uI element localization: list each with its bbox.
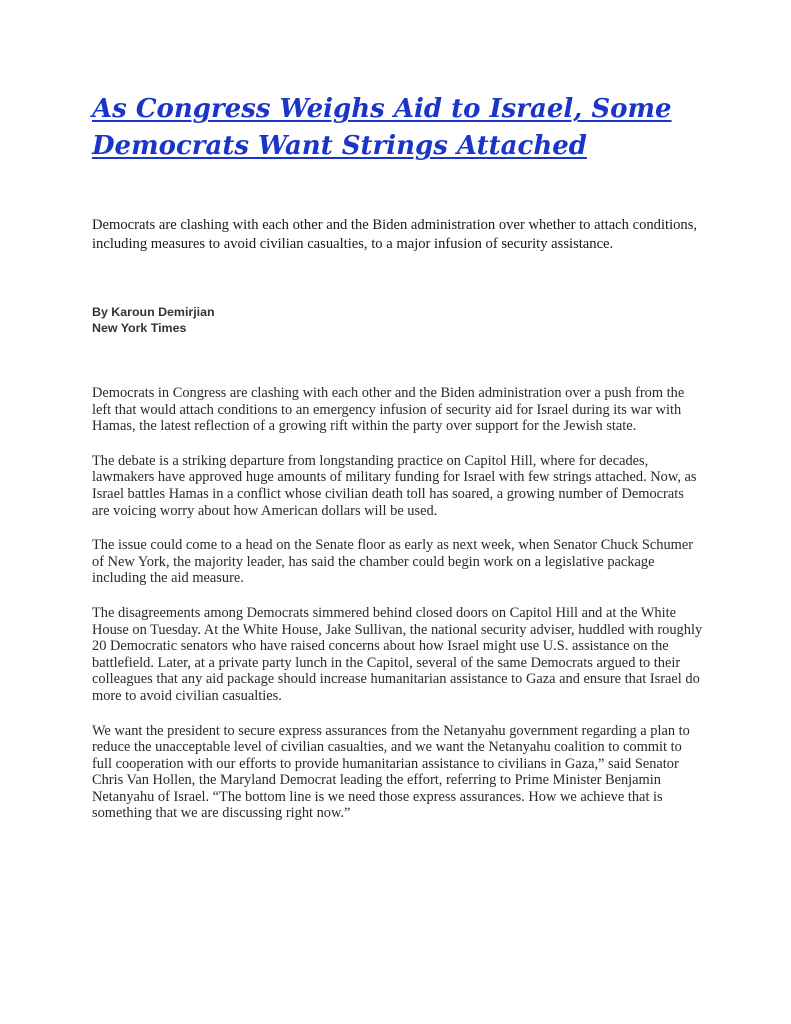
byline [92, 304, 492, 336]
byline-publication: New York Times [92, 321, 187, 335]
byline-author: By Karoun Demirjian [92, 305, 215, 319]
article-deck: Democrats are clashing with each other and the Biden administration over whether to attach conditions, including measures to avoid civilian casualties, to a major infusion of security assistance. [92, 217, 698, 252]
body-paragraph: We want the president to secure express assurances from the Netanyahu government regarding a plan to reduce the unacceptable level of civilian casualties, and we want the Netanyahu coalition to commit to full cooperation with our efforts to provide humanitarian assistance to civilians in Gaza,” said Senator Chris Van Hollen, the Maryland Democrat leading the effort, referring to Prime Minister Benjamin Netanyahu of Israel. “The bottom line is we need those express assurances. How we achieve that is something that we are discussing right now.” [92, 722, 690, 822]
body-paragraph: The issue could come to a head on the Senate floor as early as next week, when Senator Chuck Schumer of New York, the majority leader, has said the chamber could begin work on a legislative package including the aid measure. [92, 537, 694, 587]
article-body [92, 385, 704, 840]
body-paragraph: The debate is a striking departure from longstanding practice on Capitol Hill, where for decades, lawmakers have approved huge amounts of military funding for Israel with few strings attached. Now, as Israel battles Hamas in a conflict whose civilian death toll has soared, a growing number of Democrats are voicing worry about how American dollars will be used. [92, 452, 697, 519]
headline-link[interactable]: As Congress Weighs Aid to Israel, Some Democrats Want Strings Attached [92, 94, 672, 161]
body-paragraph: Democrats in Congress are clashing with each other and the Biden administration over a push from the left that would attach conditions to an emergency infusion of security aid for Israel during its war with Hamas, the latest reflection of a growing rift within the party over support for the Jewish state. [92, 385, 685, 435]
body-paragraph: The disagreements among Democrats simmered behind closed doors on Capitol Hill and at the White House on Tuesday. At the White House, Jake Sullivan, the national security adviser, huddled with roughly 20 Democratic senators who have raised concerns about how Israel might use U.S. assistance on the battlefield. Later, at a private party lunch in the Capitol, several of the same Democrats argued to their colleagues that any aid package should increase humanitarian assistance to Gaza and ensure that Israel do more to avoid civilian casualties. [92, 604, 703, 704]
